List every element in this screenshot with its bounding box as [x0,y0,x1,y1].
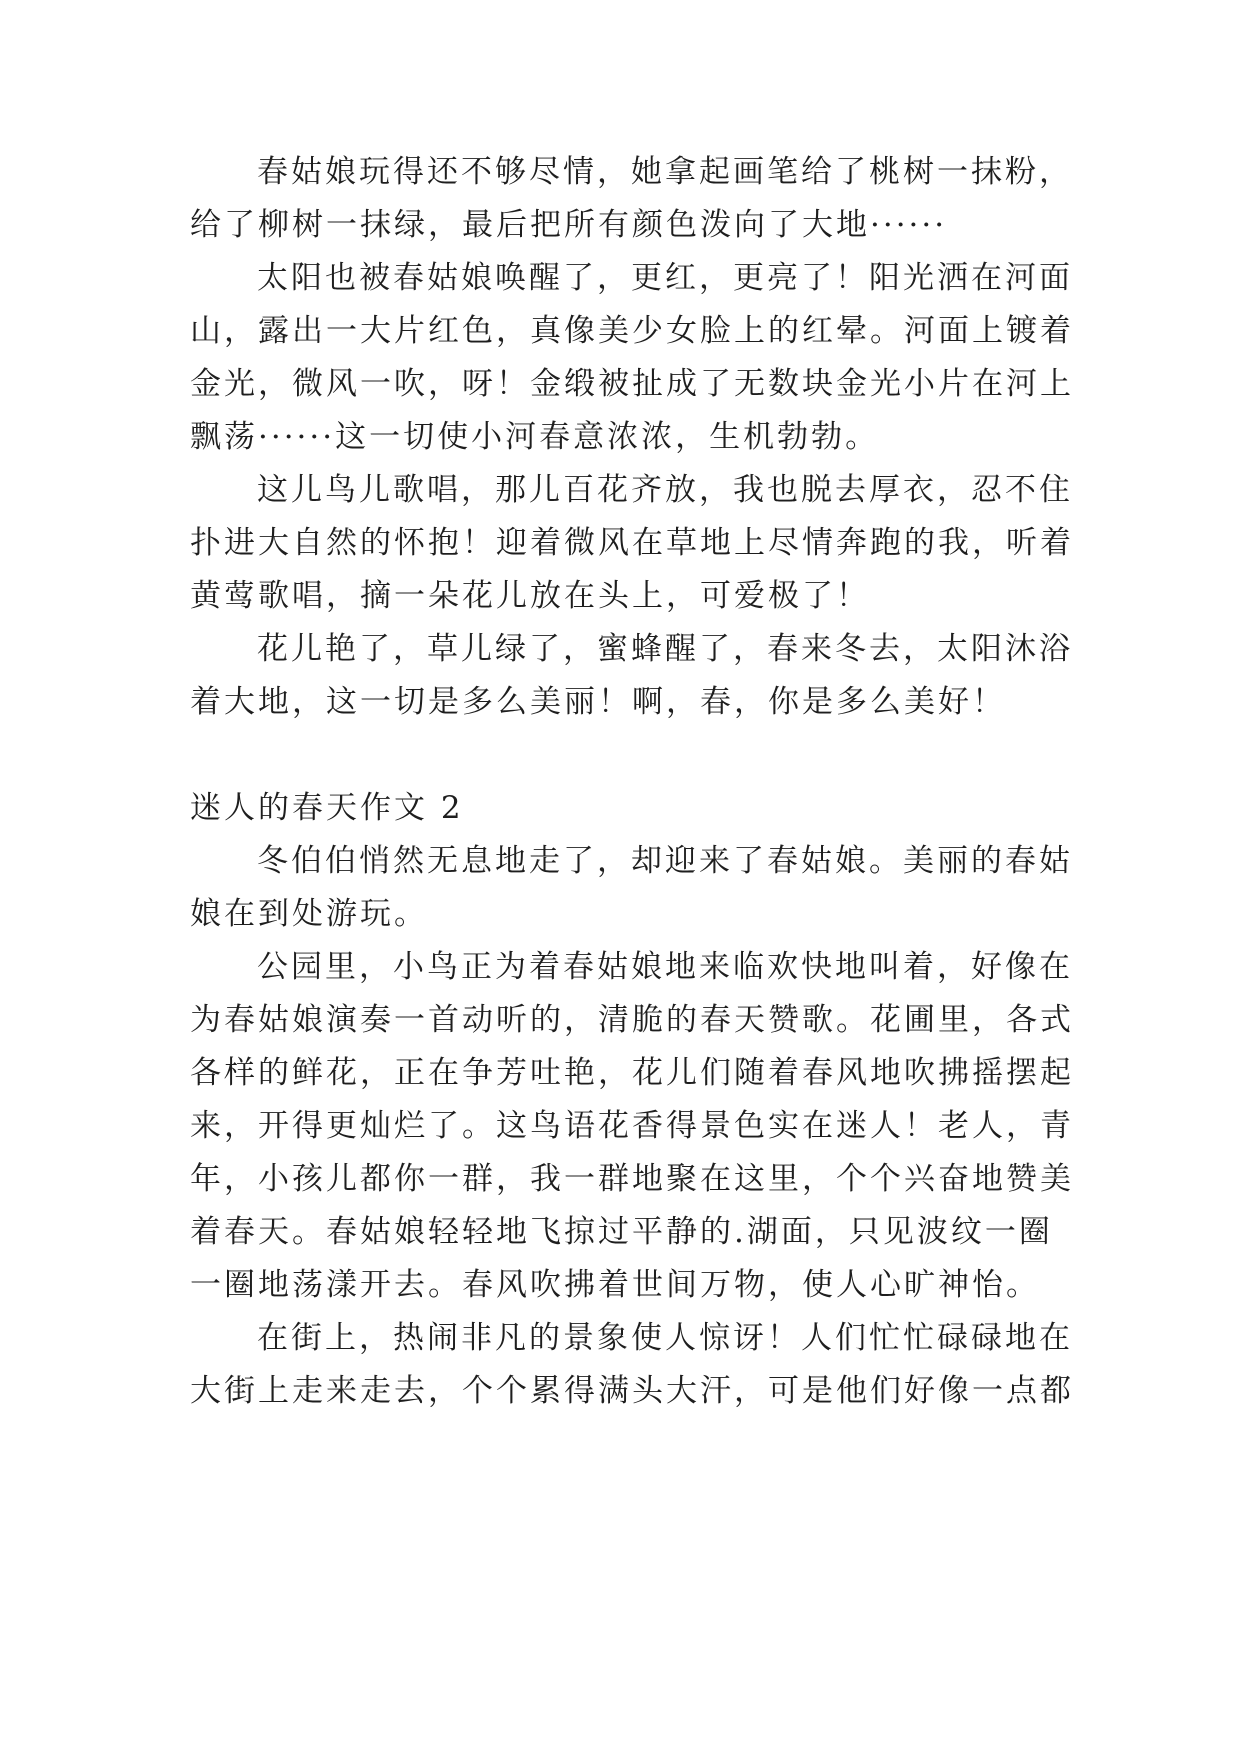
paragraph-line: 来，开得更灿烂了。这鸟语花香得景色实在迷人！老人，青 [190,1108,1074,1144]
paragraph-line: 娘在到处游玩。 [190,896,428,932]
paragraph-line: 春姑娘玩得还不够尽情，她拿起画笔给了桃树一抹粉， [257,154,1073,190]
paragraph-line: 金光，微风一吹，呀！金缎被扯成了无数块金光小片在河上 [190,366,1074,402]
paragraph-line: 着春天。春姑娘轻轻地飞掠过平静的.湖面，只见波纹一圈 [190,1214,1053,1250]
paragraph-line: 扑进大自然的怀抱！迎着微风在草地上尽情奔跑的我，听着 [190,525,1074,561]
paragraph-line: 年，小孩儿都你一群，我一群地聚在这里，个个兴奋地赞美 [190,1161,1074,1197]
paragraph-line: 黄莺歌唱，摘一朵花儿放在头上，可爱极了！ [190,578,870,614]
paragraph-line: 山，露出一大片红色，真像美少女脸上的红晕。河面上镀着 [190,313,1074,349]
paragraph-line: 冬伯伯悄然无息地走了，却迎来了春姑娘。美丽的春姑 [257,843,1073,879]
paragraph-line: 公园里，小鸟正为着春姑娘地来临欢快地叫着，好像在 [257,949,1073,985]
paragraph-line: 给了柳树一抹绿，最后把所有颜色泼向了大地······ [190,207,948,243]
paragraph-line: 大街上走来走去，个个累得满头大汗，可是他们好像一点都 [190,1373,1074,1409]
paragraph-line: 太阳也被春姑娘唤醒了，更红，更亮了！阳光洒在河面 [257,260,1073,296]
section-title: 迷人的春天作文 2 [190,790,464,826]
paragraph-line: 一圈地荡漾开去。春风吹拂着世间万物，使人心旷神怡。 [190,1267,1040,1303]
paragraph-line: 飘荡······这一切使小河春意浓浓，生机勃勃。 [190,419,880,455]
paragraph-line: 着大地，这一切是多么美丽！啊，春，你是多么美好！ [190,684,1006,720]
paragraph-line: 为春姑娘演奏一首动听的，清脆的春天赞歌。花圃里，各式 [190,1002,1074,1038]
paragraph-line: 花儿艳了，草儿绿了，蜜蜂醒了，春来冬去，太阳沐浴 [257,631,1073,667]
paragraph-line: 这儿鸟儿歌唱，那儿百花齐放，我也脱去厚衣，忍不住 [257,472,1073,508]
paragraph-line: 在街上，热闹非凡的景象使人惊讶！人们忙忙碌碌地在 [257,1320,1073,1356]
paragraph-line: 各样的鲜花，正在争芳吐艳，花儿们随着春风地吹拂摇摆起 [190,1055,1074,1091]
